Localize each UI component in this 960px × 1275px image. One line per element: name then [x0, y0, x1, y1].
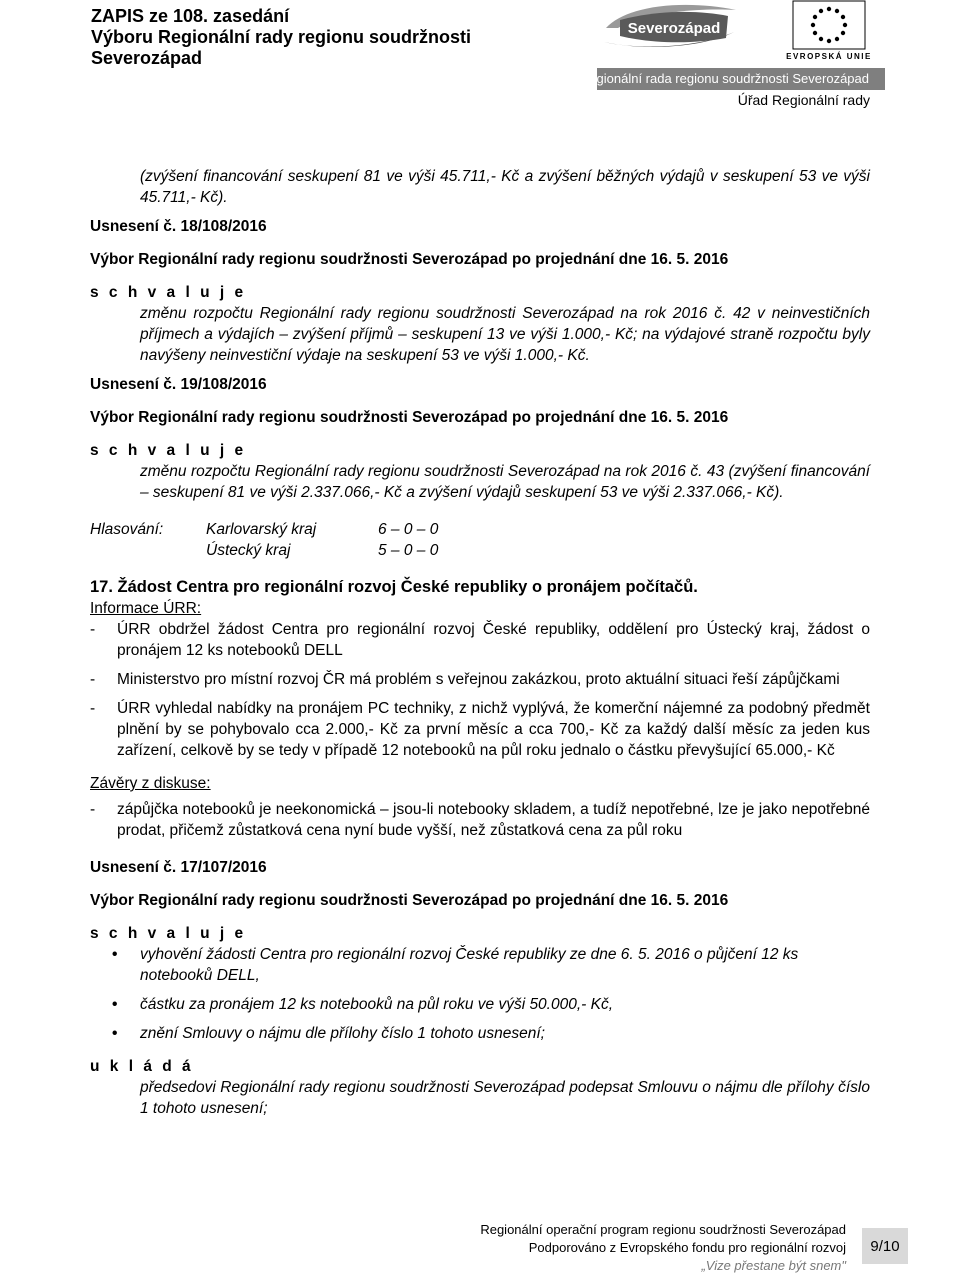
- title-line-1: ZAPIS ze 108. zasedání: [91, 6, 290, 26]
- resolution-19-label: Usnesení č. 19/108/2016: [90, 376, 267, 393]
- resolution-17-label: Usnesení č. 17/107/2016: [90, 859, 267, 876]
- footer-line-1: Regionální operační program regionu soudržnosti Severozápad: [480, 1222, 846, 1237]
- committee-line-2: Výbor Regionální rady regionu soudržnosti Severozápad po projednání dne 16. 5. 2016: [90, 409, 729, 426]
- approves-heading-2: s c h v a l u j e: [90, 442, 247, 459]
- title-line-2: Výboru Regionální rady regionu soudržnosti: [91, 27, 472, 47]
- office-name: Úřad Regionální rady: [737, 92, 870, 108]
- logo-text: Severozápad: [627, 20, 721, 37]
- resolution-18-text: změnu rozpočtu Regionální rady regionu soudržnosti Severozápad na rok 2016 č. 42 v neinvestičních příjmech a výdajích – zvýšení příjmů – seskupení 13 ve výši 1.000,- Kč; na výdajové straně rozpočtu byly navýšeny neinvestiční výdaje na seskupení 53 ve výši 1.000,- Kč.: [140, 305, 870, 364]
- severozapad-logo: [598, 2, 740, 52]
- list-item: • znění Smlouvy o nájmu dle přílohy číslo 1 tohoto usnesení;: [140, 1023, 870, 1044]
- document-body: [90, 166, 870, 1119]
- approves-heading-1: s c h v a l u j e: [90, 284, 247, 301]
- eu-flag-logo: [783, 0, 875, 64]
- item-17-heading: 17. Žádost Centra pro regionální rozvoj České republiky o pronájem počítačů.: [90, 578, 698, 596]
- imposes-heading: u k l á d á: [90, 1058, 194, 1075]
- footer-line-2: Podporováno z Evropského fondu pro regionální rozvoj: [528, 1240, 846, 1255]
- committee-line-3: Výbor Regionální rady regionu soudržnosti Severozápad po projednání dne 16. 5. 2016: [90, 892, 729, 909]
- info-item: - ÚRR obdržel žádost Centra pro regionální rozvoj České republiky, oddělení pro Ústecký kraj, žádost o pronájem 12 ks notebooků DELL: [90, 621, 870, 659]
- voting-result: 5 – 0 – 0: [378, 542, 439, 559]
- info-label: Informace ÚRR:: [90, 600, 202, 617]
- resolution-18-label: Usnesení č. 18/108/2016: [90, 218, 267, 235]
- voting-region: Ústecký kraj: [206, 542, 291, 559]
- voting-label: Hlasování:: [90, 521, 164, 538]
- header-band: [579, 68, 885, 90]
- footer-slogan: „Vize přestane být snem": [701, 1258, 846, 1273]
- conclusions-label: Závěry z diskuse:: [90, 775, 211, 792]
- approve-list: [90, 944, 870, 1044]
- footer: [480, 1221, 846, 1275]
- info-item: - Ministerstvo pro místní rozvoj ČR má problém s veřejnou zakázkou, proto aktuální situaci řeší zápůjčkami: [90, 671, 840, 688]
- list-item: • vyhovění žádosti Centra pro regionální rozvoj České republiky ze dne 6. 5. 2016 o půjčení 12 ks notebooků DELL,: [140, 944, 870, 986]
- committee-line-1: Výbor Regionální rady regionu soudržnosti Severozápad po projednání dne 16. 5. 2016: [90, 251, 729, 268]
- header-band-text: Regionální rada regionu soudržnosti Severozápad: [579, 71, 869, 86]
- paragraph-previous: (zvýšení financování seskupení 81 ve výši 45.711,- Kč a zvýšení běžných výdajů v seskupení 53 ve výši 45.711,- Kč).: [140, 168, 870, 206]
- info-item: - ÚRR vyhledal nabídky na pronájem PC techniky, z nichž vyplývá, že komerční nájemné za podobný předmět plnění by se pohybovalo cca 2.000,- Kč za první měsíc a cca 700,- Kč za každý další měsíc za jeden kus zařízení, celkově by se tedy v případě 12 notebooků na půl roku jednalo o částku převyšující 65.000,- Kč: [90, 700, 870, 759]
- title-line-3: Severozápad: [91, 48, 203, 68]
- conclusion-item: - zápůjčka notebooků je neekonomická – jsou-li notebooky skladem, a tudíž nepotřebné, lze je jako nepotřebné prodat, přičemž zůstatková cena nyní bude vyšší, než zůstatková cena za půl roku: [90, 801, 870, 839]
- document-title: [91, 6, 471, 69]
- voting-table: [90, 519, 870, 561]
- page-number-box: [862, 1228, 908, 1264]
- approves-heading-3: s c h v a l u j e: [90, 925, 247, 942]
- voting-result: 6 – 0 – 0: [378, 521, 439, 538]
- eu-label: EVROPSKÁ UNIE: [786, 52, 872, 61]
- page-number: 9/10: [870, 1238, 900, 1255]
- resolution-19-text: změnu rozpočtu Regionální rady regionu soudržnosti Severozápad na rok 2016 č. 43 (zvýšení financování – seskupení 81 ve výši 2.337.066,- Kč a zvýšení výdajů seskupení 53 ve výši 2.337.066,- Kč).: [140, 463, 870, 501]
- list-item: • částku za pronájem 12 ks notebooků na půl roku ve výši 50.000,- Kč,: [140, 994, 870, 1015]
- imposes-text: předsedovi Regionální rady regionu soudržnosti Severozápad podepsat Smlouvu o nájmu dle přílohy číslo 1 tohoto usnesení;: [140, 1079, 870, 1117]
- voting-region: Karlovarský kraj: [206, 521, 317, 538]
